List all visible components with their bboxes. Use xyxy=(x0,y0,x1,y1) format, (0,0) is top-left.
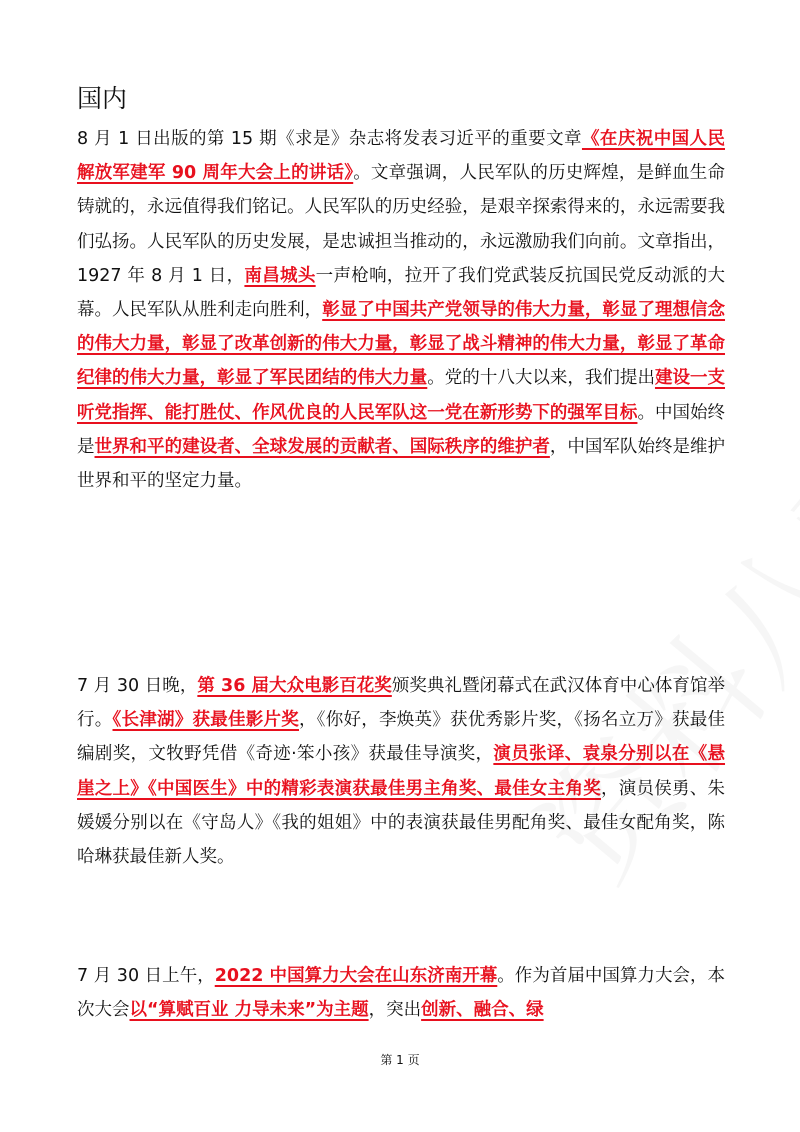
text-run: 7 月 30 日晚， xyxy=(77,676,198,696)
highlighted-phrase: 彰显了中国共产党领导的伟大力量，彰显了理想信念的伟大力量，彰显了改革创新的伟大力量，彰显了战斗精神的伟大力量，彰显了革命纪律的伟大力量，彰显了军民团结的伟大力量 xyxy=(77,300,726,389)
highlighted-phrase: 《长津湖》获最佳影片奖 xyxy=(112,710,299,731)
highlighted-phrase: 《在庆祝中国人民解放军建军 90 周年大会上的讲话》 xyxy=(77,129,725,184)
highlighted-phrase: 创新、融合、绿 xyxy=(421,1000,544,1021)
highlighted-phrase: 第 36 届大众电影百花奖 xyxy=(197,676,392,696)
paragraph-hundred-flowers xyxy=(77,669,725,874)
text-run: ，《你好，李焕英》获优秀影片奖，《扬名立万》获最佳编剧奖，文牧野凭借《奇迹·笨小孩》获最佳导演奖， xyxy=(77,710,725,765)
text-run: 颁奖典礼暨闭幕式在武汉体育中心体育馆举行。 xyxy=(77,676,725,731)
text-run: ，中国军队始终是维护世界和平的坚定力量。 xyxy=(77,436,725,492)
highlighted-phrase: 2022 中国算力大会在山东济南开幕 xyxy=(214,966,498,986)
paragraph-qiushi xyxy=(77,122,725,498)
text-run: 。中国始终是 xyxy=(77,402,726,457)
highlighted-phrase: 以“算赋百业 力导未来”为主题 xyxy=(129,1000,369,1021)
text-run: ，突出 xyxy=(368,1000,422,1021)
text-run: 一声枪响，拉开了我们党武装反抗国民党反动派的大幕。人民军队从胜利走向胜利， xyxy=(77,265,726,321)
section-heading: 国内 xyxy=(77,84,128,113)
text-run: ，演员侯勇、朱媛媛分别以在《守岛人》《我的姐姐》中的表演获最佳男配角奖、最佳女配角奖，陈哈琳获最佳新人奖。 xyxy=(77,778,726,868)
highlighted-phrase: 演员张译、袁泉分别以在《悬崖之上》《中国医生》中的精彩表演获最佳男主角奖、最佳女主角奖 xyxy=(77,744,726,799)
page-number: 第 1 页 xyxy=(380,1053,420,1067)
highlighted-phrase: 建设一支听党指挥、能打胜仗、作风优良的人民军队这一党在新形势下的强军目标 xyxy=(77,368,726,423)
text-run: 。作为首届中国算力大会，本次大会 xyxy=(77,966,725,1021)
paragraph-computing-conference xyxy=(77,959,725,1027)
highlighted-phrase: 南昌城头 xyxy=(244,265,316,286)
text-run: 8 月 1 日出版的第 15 期《求是》杂志将发表习近平的重要文章 xyxy=(77,129,582,149)
text-run: 。文章强调，人民军队的历史辉煌，是鲜血生命铸就的，永远值得我们铭记。人民军队的历史经验，是艰辛探索得来的，永远需要我们弘扬。人民军队的历史发展，是忠诚担当推动的，永远激励我们向前。文章指出，1927 年 8 月 1 日， xyxy=(77,163,725,286)
text-run: 7 月 30 日上午， xyxy=(77,966,215,986)
text-run: 。党的十八大以来，我们提出 xyxy=(427,368,655,389)
highlighted-phrase: 世界和平的建设者、全球发展的贡献者、国际秩序的维护者 xyxy=(94,436,550,457)
